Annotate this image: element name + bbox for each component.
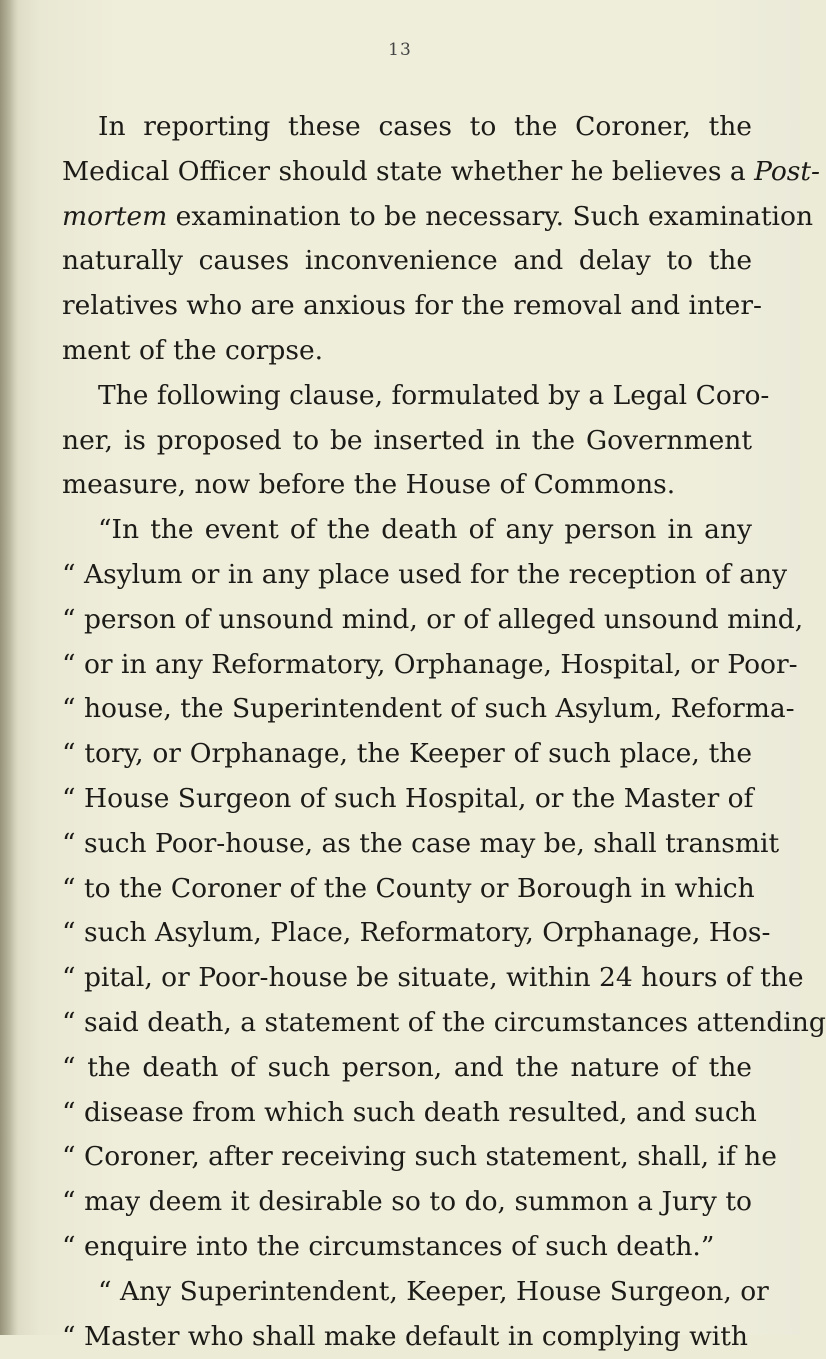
quote-line: “ Coroner, after receiving such statement, shall, if he: [62, 1141, 777, 1173]
text-line: The following clause, formulated by a Legal Coro-: [98, 379, 770, 411]
page-number: 13: [388, 40, 412, 60]
text-line: measure, now before the House of Commons.: [62, 469, 676, 501]
text-line: ner, is proposed to be inserted in the Government: [62, 424, 752, 456]
quote-line: “ house, the Superintendent of such Asylum, Reforma-: [62, 693, 795, 725]
quote-line: “ tory, or Orphanage, the Keeper of such place, the: [62, 738, 752, 770]
quote-line: “ enquire into the circumstances of such death.”: [62, 1230, 715, 1262]
text-line: naturally causes inconvenience and delay to the: [62, 245, 752, 277]
text-line: relatives who are anxious for the removal and inter-: [62, 290, 762, 322]
quote-line: “ pital, or Poor-house be situate, within 24 hours of the: [62, 962, 804, 994]
body-text: [62, 105, 826, 1359]
quote-line: “ said death, a statement of the circumstances attending: [62, 1006, 826, 1038]
quote-line: “ Master who shall make default in complying with: [62, 1320, 748, 1352]
italic-term: mortem: [62, 200, 168, 232]
quote-line: “ such Poor-house, as the case may be, shall transmit: [62, 827, 780, 859]
text-line: mortem examination to be necessary. Such examination: [62, 200, 814, 232]
quote-line: “ House Surgeon of such Hospital, or the Master of: [62, 782, 754, 814]
text-line: ment of the corpse.: [62, 334, 324, 366]
quote-line: “ or in any Reformatory, Orphanage, Hospital, or Poor-: [62, 648, 798, 680]
quote-line: “ such Asylum, Place, Reformatory, Orphanage, Hos-: [62, 917, 771, 949]
italic-term: Post-: [754, 155, 820, 187]
quote-line: “ to the Coroner of the County or Borough in which: [62, 872, 755, 904]
quote-line: “ the death of such person, and the nature of the: [62, 1051, 752, 1083]
quote-line: “ disease from which such death resulted, and such: [62, 1096, 757, 1128]
quote-line: “In the event of the death of any person in any: [98, 514, 752, 546]
quote-line: “ may deem it desirable so to do, summon a Jury to: [62, 1186, 752, 1218]
text-line: In reporting these cases to the Coroner, the: [98, 111, 752, 142]
quote-line: “ person of unsound mind, or of alleged unsound mind,: [62, 603, 804, 635]
text-line: Medical Officer should state whether he believes a Post-: [62, 155, 820, 187]
quote-line: “ Asylum or in any place used for the reception of any: [62, 558, 788, 590]
binding-gutter-shadow: [0, 0, 18, 1335]
quote-line: “ Any Superintendent, Keeper, House Surgeon, or: [98, 1275, 769, 1307]
